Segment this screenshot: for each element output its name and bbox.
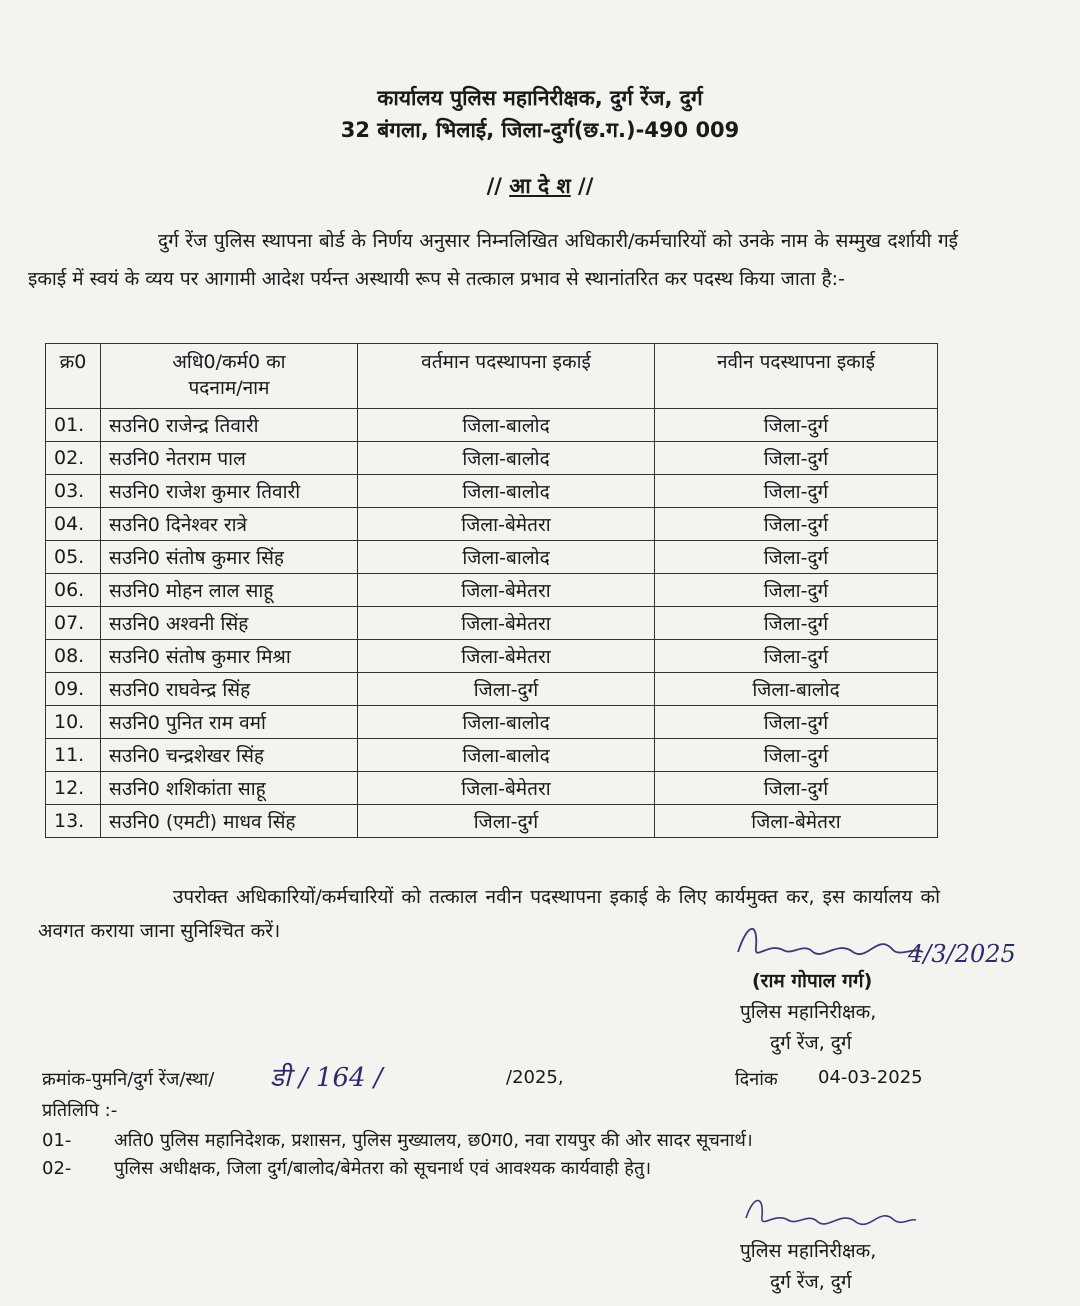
cell-new-unit: जिला-दुर्ग: [655, 508, 938, 541]
cell-new-unit: जिला-दुर्ग: [655, 442, 938, 475]
cell-new-unit: जिला-दुर्ग: [655, 607, 938, 640]
cell-name: सउनि0 राजेन्द्र तिवारी: [101, 409, 358, 442]
order-title: [0, 172, 1080, 200]
cell-current-unit: जिला-बेमेतरा: [358, 772, 655, 805]
cell-name: सउनि0 अश्वनी सिंह: [101, 607, 358, 640]
table-row: [46, 409, 938, 442]
cell-name: सउनि0 चन्द्रशेखर सिंह: [101, 739, 358, 772]
copy-to-label: प्रतिलिपि :-: [42, 1100, 118, 1121]
table-row: [46, 706, 938, 739]
copy-to-text: पुलिस अधीक्षक, जिला दुर्ग/बालोद/बेमेतरा को सूचनार्थ एवं आवश्यक कार्यवाही हेतु।: [114, 1158, 652, 1179]
cell-serial: 13.: [46, 805, 101, 838]
cell-new-unit: जिला-दुर्ग: [655, 640, 938, 673]
cell-serial: 09.: [46, 673, 101, 706]
cell-name: सउनि0 मोहन लाल साहू: [101, 574, 358, 607]
cell-serial: 03.: [46, 475, 101, 508]
header-name: [101, 344, 358, 409]
table-row: [46, 508, 938, 541]
copy-to-number: 01-: [42, 1130, 72, 1151]
signature-2-block: [740, 1236, 876, 1298]
signatory-name: (राम गोपाल गर्ग): [752, 970, 873, 992]
cell-new-unit: जिला-दुर्ग: [655, 409, 938, 442]
order-title-prefix: //: [486, 174, 510, 198]
office-address: 32 बंगला, भिलाई, जिला-दुर्ग(छ.ग.)-490 009: [340, 118, 740, 142]
cell-new-unit: जिला-दुर्ग: [655, 541, 938, 574]
signatory-location: दुर्ग रेंज, दुर्ग: [770, 1271, 852, 1293]
table-row: [46, 772, 938, 805]
cell-current-unit: जिला-बालोद: [358, 739, 655, 772]
signature-2-image: [738, 1188, 918, 1236]
cell-serial: 11.: [46, 739, 101, 772]
header-new-unit: नवीन पदस्थापना इकाई: [655, 344, 938, 409]
table-row: [46, 805, 938, 838]
cell-current-unit: जिला-बालोद: [358, 541, 655, 574]
signature-1-date: 4/3/2025: [908, 940, 1016, 968]
cell-name: सउनि0 शशिकांता साहू: [101, 772, 358, 805]
cell-new-unit: जिला-बालोद: [655, 673, 938, 706]
cell-new-unit: जिला-दुर्ग: [655, 475, 938, 508]
transfer-table: [45, 343, 938, 838]
cell-name: सउनि0 राघवेन्द्र सिंह: [101, 673, 358, 706]
copy-to-number: 02-: [42, 1158, 72, 1179]
cell-new-unit: जिला-दुर्ग: [655, 739, 938, 772]
cell-new-unit: जिला-दुर्ग: [655, 574, 938, 607]
cell-current-unit: जिला-बेमेतरा: [358, 607, 655, 640]
signatory-location: दुर्ग रेंज, दुर्ग: [770, 1032, 852, 1054]
cell-current-unit: जिला-बालोद: [358, 442, 655, 475]
cell-current-unit: जिला-दुर्ग: [358, 673, 655, 706]
table-row: [46, 739, 938, 772]
table-header-row: [46, 344, 938, 409]
cell-serial: 05.: [46, 541, 101, 574]
cell-name: सउनि0 (एमटी) माधव सिंह: [101, 805, 358, 838]
header-name-line2: पदनाम/नाम: [188, 377, 270, 399]
cell-serial: 02.: [46, 442, 101, 475]
signatory-designation: पुलिस महानिरीक्षक,: [740, 1001, 877, 1023]
table-row: [46, 607, 938, 640]
table-row: [46, 640, 938, 673]
cell-new-unit: जिला-दुर्ग: [655, 772, 938, 805]
cell-serial: 07.: [46, 607, 101, 640]
header-name-line1: अधि0/कर्म0 का: [172, 351, 286, 373]
closing-paragraph: उपरोक्त अधिकारियों/कर्मचारियों को तत्काल नवीन पदस्थापना इकाई के लिए कार्यमुक्त कर, इस कार्यालय को अवगत कराया जाना सुनिश्चित करें।: [38, 886, 940, 942]
intro-paragraph: दुर्ग रेंज पुलिस स्थापना बोर्ड के निर्णय अनुसार निम्नलिखित अधिकारी/कर्मचारियों को उनके नाम के सम्मुख दर्शायी गई इकाई में स्वयं के व्यय पर आगामी आदेश पर्यन्त अस्थायी रूप से तत्काल प्रभाव से स्थानांतरित कर पदस्थ किया जाता है:-: [28, 230, 958, 290]
copy-to-item: [42, 1156, 651, 1180]
cell-serial: 06.: [46, 574, 101, 607]
cell-serial: 10.: [46, 706, 101, 739]
signatory-designation: पुलिस महानिरीक्षक,: [740, 1240, 877, 1262]
cell-current-unit: जिला-बेमेतरा: [358, 508, 655, 541]
header-serial: क्र0: [46, 344, 101, 409]
cell-name: सउनि0 संतोष कुमार मिश्रा: [101, 640, 358, 673]
cell-current-unit: जिला-बेमेतरा: [358, 640, 655, 673]
header-current-unit: वर्तमान पदस्थापना इकाई: [358, 344, 655, 409]
table-row: [46, 541, 938, 574]
office-name: कार्यालय पुलिस महानिरीक्षक, दुर्ग रेंज, दुर्ग: [377, 86, 703, 110]
reference-year: /2025,: [506, 1067, 564, 1088]
cell-serial: 08.: [46, 640, 101, 673]
signature-1-block: [740, 966, 876, 1059]
table-row: [46, 442, 938, 475]
cell-current-unit: जिला-बेमेतरा: [358, 574, 655, 607]
cell-name: सउनि0 संतोष कुमार सिंह: [101, 541, 358, 574]
copy-to-item: [42, 1128, 753, 1152]
table-row: [46, 574, 938, 607]
table-row: [46, 475, 938, 508]
cell-current-unit: जिला-बालोद: [358, 475, 655, 508]
cell-serial: 12.: [46, 772, 101, 805]
cell-serial: 04.: [46, 508, 101, 541]
order-title-suffix: //: [570, 174, 594, 198]
cell-new-unit: जिला-बेमेतरा: [655, 805, 938, 838]
reference-handwritten-number: डी / 164 /: [270, 1063, 383, 1093]
signature-1-image: [728, 912, 928, 972]
reference-date-label: दिनांक: [735, 1069, 778, 1090]
cell-current-unit: जिला-बालोद: [358, 706, 655, 739]
reference-prefix: क्रमांक-पुमनि/दुर्ग रेंज/स्था/: [42, 1069, 215, 1090]
cell-name: सउनि0 दिनेश्वर रात्रे: [101, 508, 358, 541]
cell-current-unit: जिला-दुर्ग: [358, 805, 655, 838]
cell-name: सउनि0 नेतराम पाल: [101, 442, 358, 475]
cell-name: सउनि0 राजेश कुमार तिवारी: [101, 475, 358, 508]
cell-serial: 01.: [46, 409, 101, 442]
cell-current-unit: जिला-बालोद: [358, 409, 655, 442]
copy-to-text: अति0 पुलिस महानिदेशक, प्रशासन, पुलिस मुख्यालय, छ0ग0, नवा रायपुर की ओर सादर सूचनार्थ।: [114, 1130, 753, 1151]
table-row: [46, 673, 938, 706]
order-title-text: आ दे श: [509, 174, 571, 198]
cell-name: सउनि0 पुनित राम वर्मा: [101, 706, 358, 739]
cell-new-unit: जिला-दुर्ग: [655, 706, 938, 739]
reference-date: 04-03-2025: [818, 1067, 923, 1088]
